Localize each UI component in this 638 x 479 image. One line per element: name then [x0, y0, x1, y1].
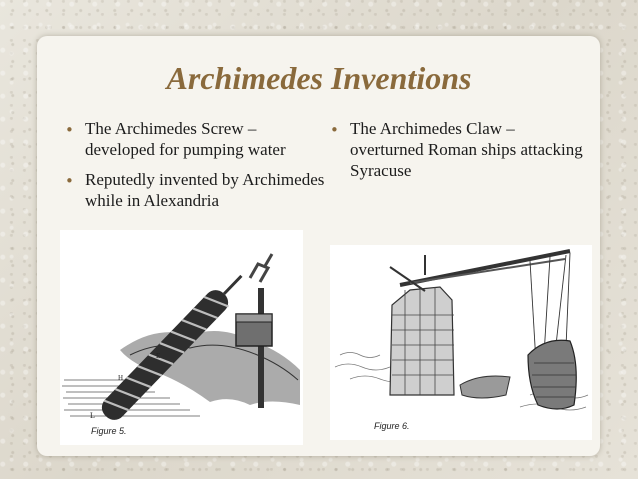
slide-title: Archimedes Inventions	[166, 60, 472, 96]
svg-text:E: E	[156, 352, 161, 360]
svg-text:H: H	[118, 374, 124, 382]
bullet-text: The Archimedes Claw – overturned Roman ships attacking Syracuse	[350, 119, 583, 180]
archimedes-claw-figure	[330, 245, 592, 440]
left-bullet-list	[65, 118, 325, 220]
bullet-icon: •	[330, 121, 339, 139]
bullet-item	[330, 118, 590, 181]
archimedes-claw-illustration	[330, 245, 592, 440]
bullet-item	[65, 169, 325, 211]
figure-caption: Figure 6.	[374, 421, 410, 431]
archimedes-screw-illustration	[60, 230, 303, 445]
figure-caption: Figure 5.	[91, 426, 127, 436]
bullet-item	[65, 118, 325, 160]
svg-text:L: L	[90, 411, 95, 420]
right-bullet-list	[330, 118, 590, 190]
bullet-icon: •	[65, 121, 74, 139]
archimedes-screw-figure	[60, 230, 303, 445]
bullet-text: Reputedly invented by Archimedes while in Alexandria	[85, 170, 325, 210]
bullet-icon: •	[65, 172, 74, 190]
bullet-text: The Archimedes Screw – developed for pumping water	[85, 119, 286, 159]
